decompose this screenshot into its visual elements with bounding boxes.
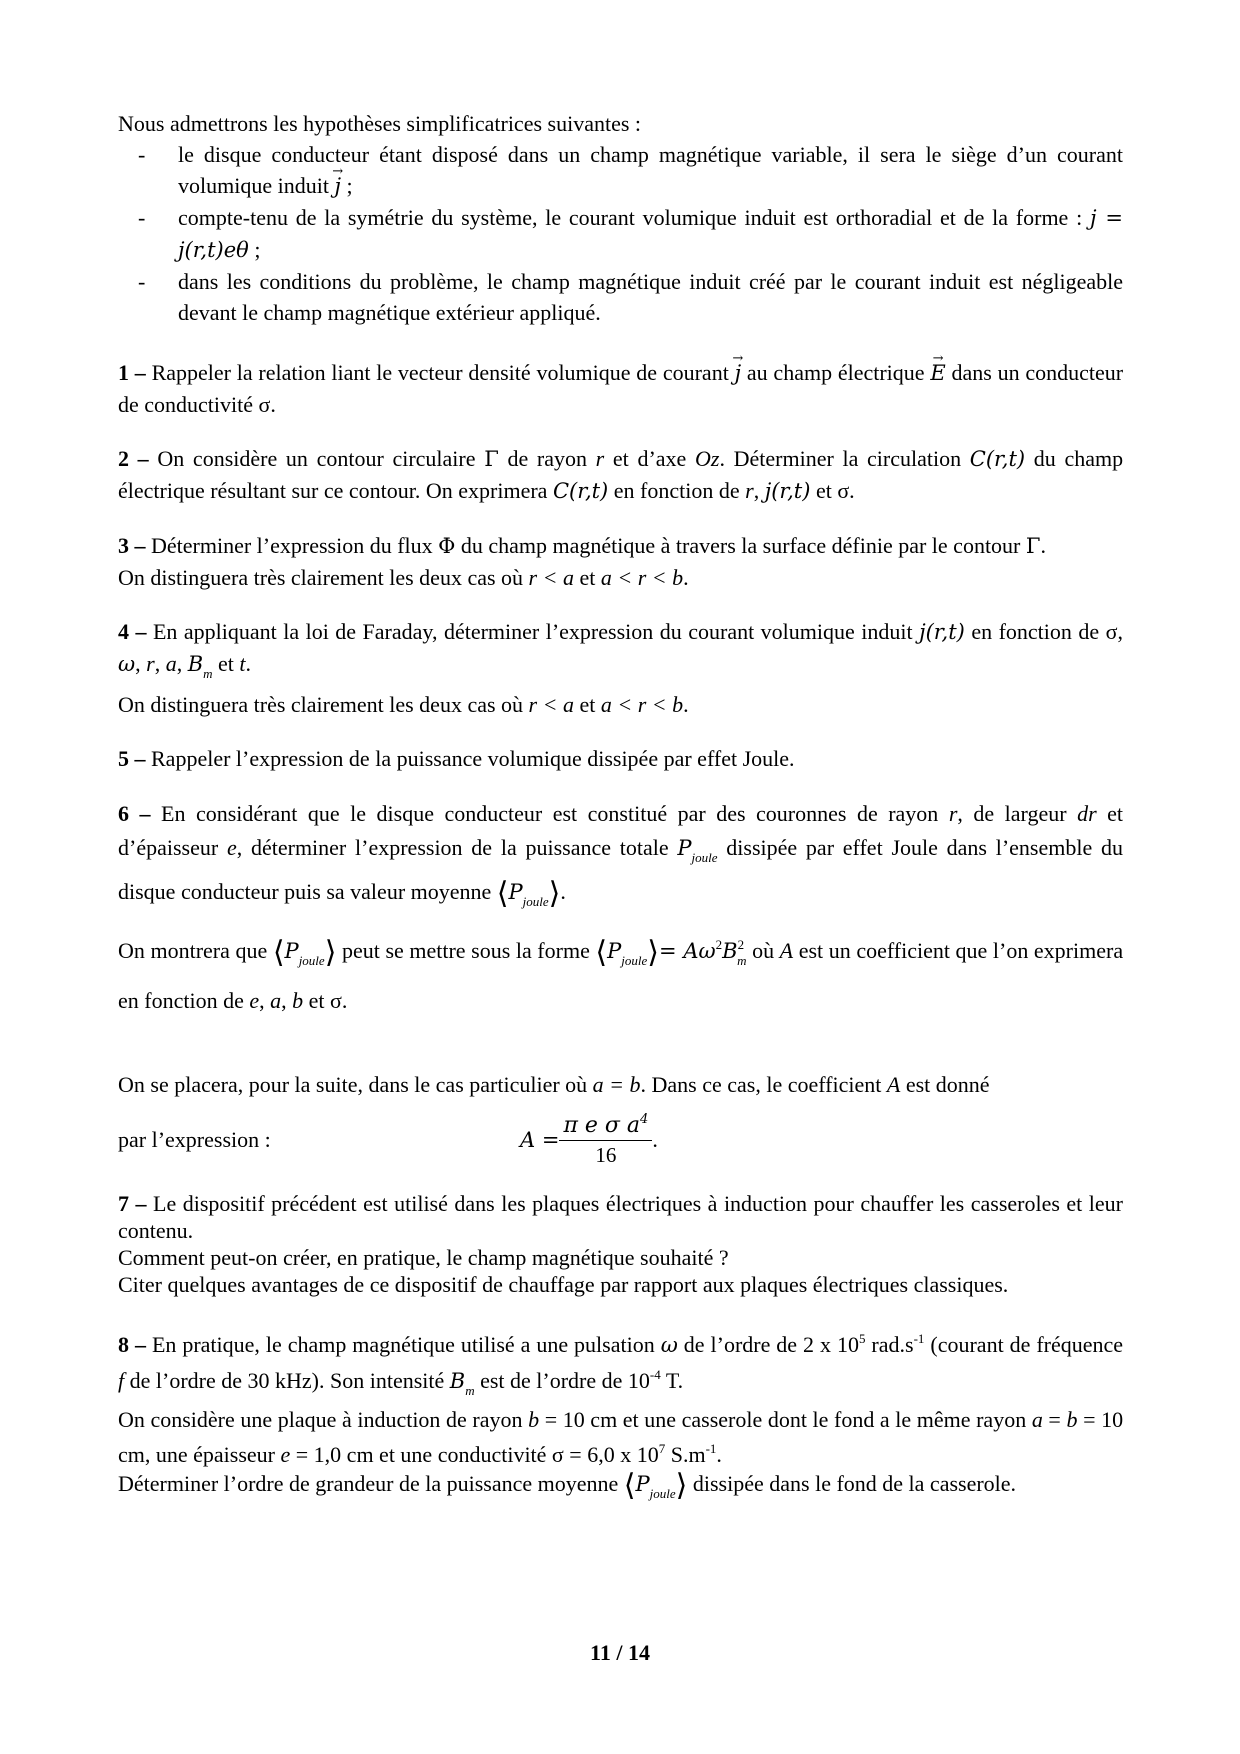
- question-6-continued: On montrera que $⟨P_{joule}⟩$ peut se mettre sous la forme $⟨P_{joule}⟩= A\omega^2B^2_m$ où A est un coefficient que l’on exprimera en fonction de e, a, b et σ.: [118, 936, 1124, 1013]
- coefficient-formula-row: par l’expression : A = $\frac{\pi e \sigma a^4}{16}$ .: [118, 1112, 658, 1167]
- hypothesis-item: - le disque conducteur étant disposé dans un champ magnétique variable, il sera le siège d’un courant volumique induit → j ;: [118, 139, 1123, 202]
- page-number: 11 / 14: [590, 1640, 650, 1665]
- formula-lhs: A =: [520, 1128, 560, 1152]
- current-form-formula: j = j(r,t)eθ: [178, 206, 1123, 262]
- hypothesis-item: - compte-tenu de la symétrie du système, le courant volumique induit est orthoradial et de la forme : j = j(r,t)eθ ;: [138, 205, 1123, 262]
- particular-case: On se placera, pour la suite, dans le cas particulier où a = b. Dans ce cas, le coefficient A est donné: [118, 1072, 990, 1097]
- intro-lead: Nous admettrons les hypothèses simplificatrices suivantes :: [118, 111, 642, 136]
- formula-intro: par l’expression :: [118, 1127, 271, 1152]
- question-8: 8 – En pratique, le champ magnétique utilisé a une pulsation ω de l’ordre de 2 x $10^5$ $rad.s^{-1}$ (courant de fréquence f de l’ordre de 30 kHz). Son intensité $B_m$ est de l’ordre de $10^{-4}$ T. On considère une plaque à induction de rayon b = 10 cm et une casserole dont le fond a le même rayon a = b = 10 cm, une épaisseur e = 1,0 cm et une conductivité σ = 6,0 x $10^7$ $S.m^{-1}$. Déterminer l’ordre de grandeur de la puissance moyenne $⟨P_{joule}⟩$ dissipée dans le fond de la casserole.: [118, 1331, 1124, 1502]
- document-page: [118, 108, 1123, 1508]
- question-1: 1 – Rappeler la relation liant le vecteur densité volumique de courant → j au champ électrique → E dans un conducteur de conductivité σ.: [118, 357, 1123, 420]
- question-2: 2 – On considère un contour circulaire Γ de rayon r et d’axe Oz. Déterminer la circulation C(r,t) du champ électrique résultant sur ce contour. On exprimera C(r,t) en fonction de r, j(r,t) et σ.: [118, 446, 1124, 503]
- hypothesis-item: - dans les conditions du problème, le champ magnétique induit créé par le courant induit est négligeable devant le champ magnétique extérieur appliqué.: [138, 269, 1123, 325]
- hypotheses-list: [118, 139, 1123, 328]
- question-6: 6 – En considérant que le disque conducteur est constitué par des couronnes de rayon r, de largeur dr et d’épaisseur e, déterminer l’expression de la puissance totale $P_{joule}$ dissipée par effet Joule dans l’ensemble du disque conducteur puis sa valeur moyenne $⟨P_{joule}⟩$.: [118, 801, 1124, 910]
- formula-fraction: $\frac{\pi e \sigma a^4}{16}$: [559, 1112, 652, 1168]
- question-5: 5 – Rappeler l’expression de la puissance volumique dissipée par effet Joule.: [118, 746, 795, 771]
- question-3: 3 – Déterminer l’expression du flux Φ du champ magnétique à travers la surface définie par le contour Γ. On distinguera très clairement les deux cas où r < a et a < r < b.: [118, 533, 1046, 590]
- question-4: 4 – En appliquant la loi de Faraday, déterminer l’expression du courant volumique induit j(r,t) en fonction de σ, ω, r, a, $B_m$ et t. On distinguera très clairement les deux cas où r < a et a < r < b.: [118, 619, 1123, 717]
- question-7: 7 – Le dispositif précédent est utilisé dans les plaques électriques à induction pour chauffer les casseroles et leur contenu. Comment peut-on créer, en pratique, le champ magnétique souhaité ? Citer quelques avantages de ce dispositif de chauffage par rapport aux plaques électriques classiques.: [118, 1191, 1124, 1297]
